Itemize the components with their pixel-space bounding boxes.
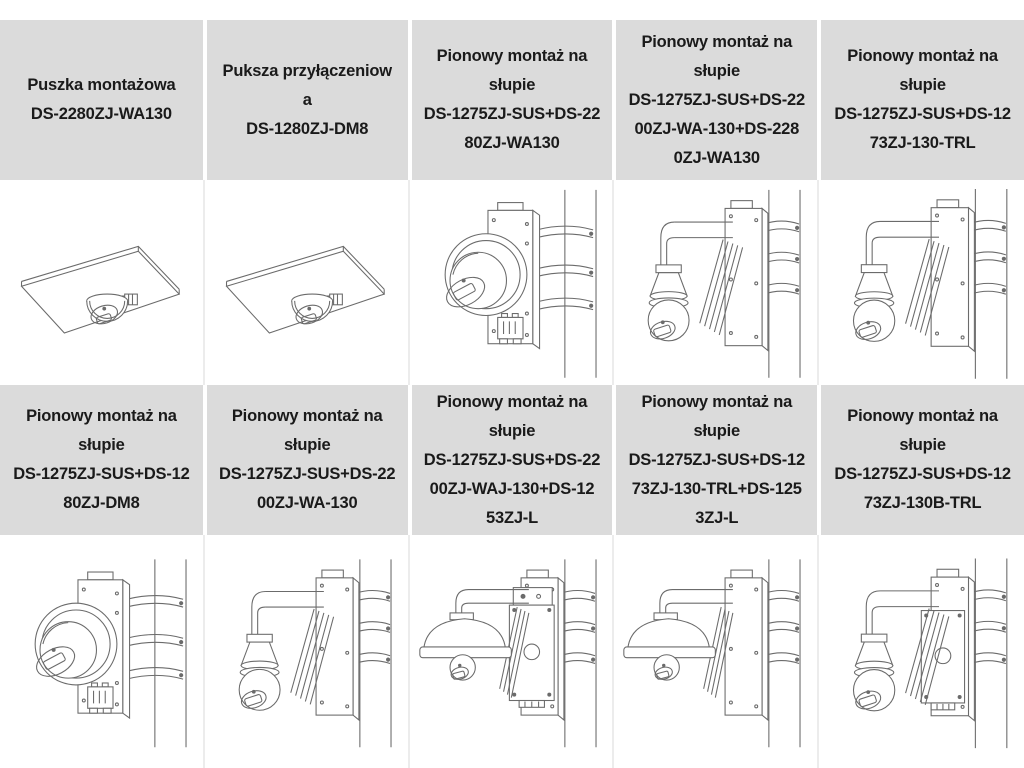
spec-cell-r3c3 xyxy=(412,385,613,535)
spec-line: Pionowy montaż na xyxy=(26,407,177,425)
spec-line: słupie xyxy=(283,436,331,454)
spec-line: słupie xyxy=(78,436,125,454)
spec-line: a xyxy=(302,90,312,109)
spec-cell-r1c3 xyxy=(412,20,613,180)
spec-line: DS-1280ZJ-DM8 xyxy=(246,119,369,138)
illustration-cell-r2c5 xyxy=(819,180,1024,385)
spec-line: 00ZJ-WA-130+DS-228 xyxy=(634,119,800,138)
pole-plate-mounted-turret-camera-illustration xyxy=(4,540,199,764)
spec-line: DS-1275ZJ-SUS+DS-12 xyxy=(628,450,805,469)
spec-line: DS-1275ZJ-SUS+DS-12 xyxy=(13,465,190,483)
spec-cell-r1c4 xyxy=(616,20,817,180)
spec-line: 00ZJ-WAJ-130+DS-12 xyxy=(429,479,595,498)
spec-line: Puszka montażowa xyxy=(27,76,176,94)
spec-cell-r1c2 xyxy=(207,20,408,180)
spec-cell-r3c4 xyxy=(616,385,817,535)
spec-line: DS-1275ZJ-SUS+DS-22 xyxy=(423,450,601,469)
spec-line: DS-1275ZJ-SUS+DS-22 xyxy=(628,90,805,109)
spec-line: słupie xyxy=(693,421,741,440)
spec-line: DS-1275ZJ-SUS+DS-22 xyxy=(423,105,601,123)
pole-pendant-arm-turret-camera-with-junction-box-illustration xyxy=(823,540,1020,764)
pole-pendant-arm-dome-camera-illustration xyxy=(618,540,813,764)
spec-line: słupie xyxy=(488,76,536,94)
illustration-cell-r2c2 xyxy=(205,180,410,385)
spec-line: 53ZJ-L xyxy=(486,508,538,527)
spec-line: Pionowy montaż na xyxy=(641,392,793,411)
spec-line: Puksza przyłączeniow xyxy=(222,61,392,80)
ceiling-mount-turret-camera-illustration xyxy=(209,184,404,381)
spec-line: 3ZJ-L xyxy=(695,508,739,527)
spec-line: DS-1275ZJ-SUS+DS-12 xyxy=(834,465,1011,483)
pole-pendant-arm-turret-camera-illustration xyxy=(823,184,1020,381)
spec-cell-r1c5 xyxy=(821,20,1024,180)
spec-cell-r1c1 xyxy=(0,20,203,180)
pole-pendant-arm-turret-camera-illustration xyxy=(209,540,404,764)
spec-line: słupie xyxy=(899,76,946,94)
spec-line: 73ZJ-130B-TRL xyxy=(863,494,982,512)
ceiling-mount-turret-camera-illustration xyxy=(4,184,199,381)
spec-line: 80ZJ-DM8 xyxy=(63,494,140,512)
spec-line: 73ZJ-130-TRL+DS-125 xyxy=(631,479,802,498)
illustration-cell-r4c5 xyxy=(819,535,1024,768)
spec-line: 0ZJ-WA130 xyxy=(673,148,760,167)
spec-line: Pionowy montaż na xyxy=(847,407,998,425)
spec-line: DS-1275ZJ-SUS+DS-12 xyxy=(834,105,1011,123)
spec-line: Pionowy montaż na xyxy=(847,47,998,65)
pole-pendant-arm-dome-camera-with-junction-box-illustration xyxy=(414,540,609,764)
spec-line: DS-2280ZJ-WA130 xyxy=(30,105,172,123)
spec-cell-r3c5 xyxy=(821,385,1024,535)
illustration-cell-r2c1 xyxy=(0,180,205,385)
illustration-cell-r4c3 xyxy=(410,535,615,768)
spec-cell-r3c2 xyxy=(207,385,408,535)
pole-plate-mounted-turret-camera-illustration xyxy=(414,184,609,381)
illustration-cell-r2c3 xyxy=(410,180,615,385)
spec-line: słupie xyxy=(488,421,536,440)
spec-cell-r3c1 xyxy=(0,385,203,535)
spec-line: Pionowy montaż na xyxy=(436,392,588,411)
illustration-cell-r2c4 xyxy=(614,180,819,385)
illustration-cell-r4c2 xyxy=(205,535,410,768)
spec-line: Pionowy montaż na xyxy=(231,407,383,425)
illustration-cell-r4c4 xyxy=(614,535,819,768)
spec-line: słupie xyxy=(899,436,946,454)
pole-pendant-arm-turret-camera-illustration xyxy=(618,184,813,381)
spec-line: DS-1275ZJ-SUS+DS-22 xyxy=(218,465,396,483)
spec-line: 73ZJ-130-TRL xyxy=(869,134,976,152)
illustration-cell-r4c1 xyxy=(0,535,205,768)
spec-line: Pionowy montaż na xyxy=(436,47,588,65)
spec-line: 00ZJ-WA-130 xyxy=(256,494,358,512)
spec-line: słupie xyxy=(693,61,741,80)
spec-line: Pionowy montaż na xyxy=(641,32,793,51)
spec-line: 80ZJ-WA130 xyxy=(464,134,560,152)
